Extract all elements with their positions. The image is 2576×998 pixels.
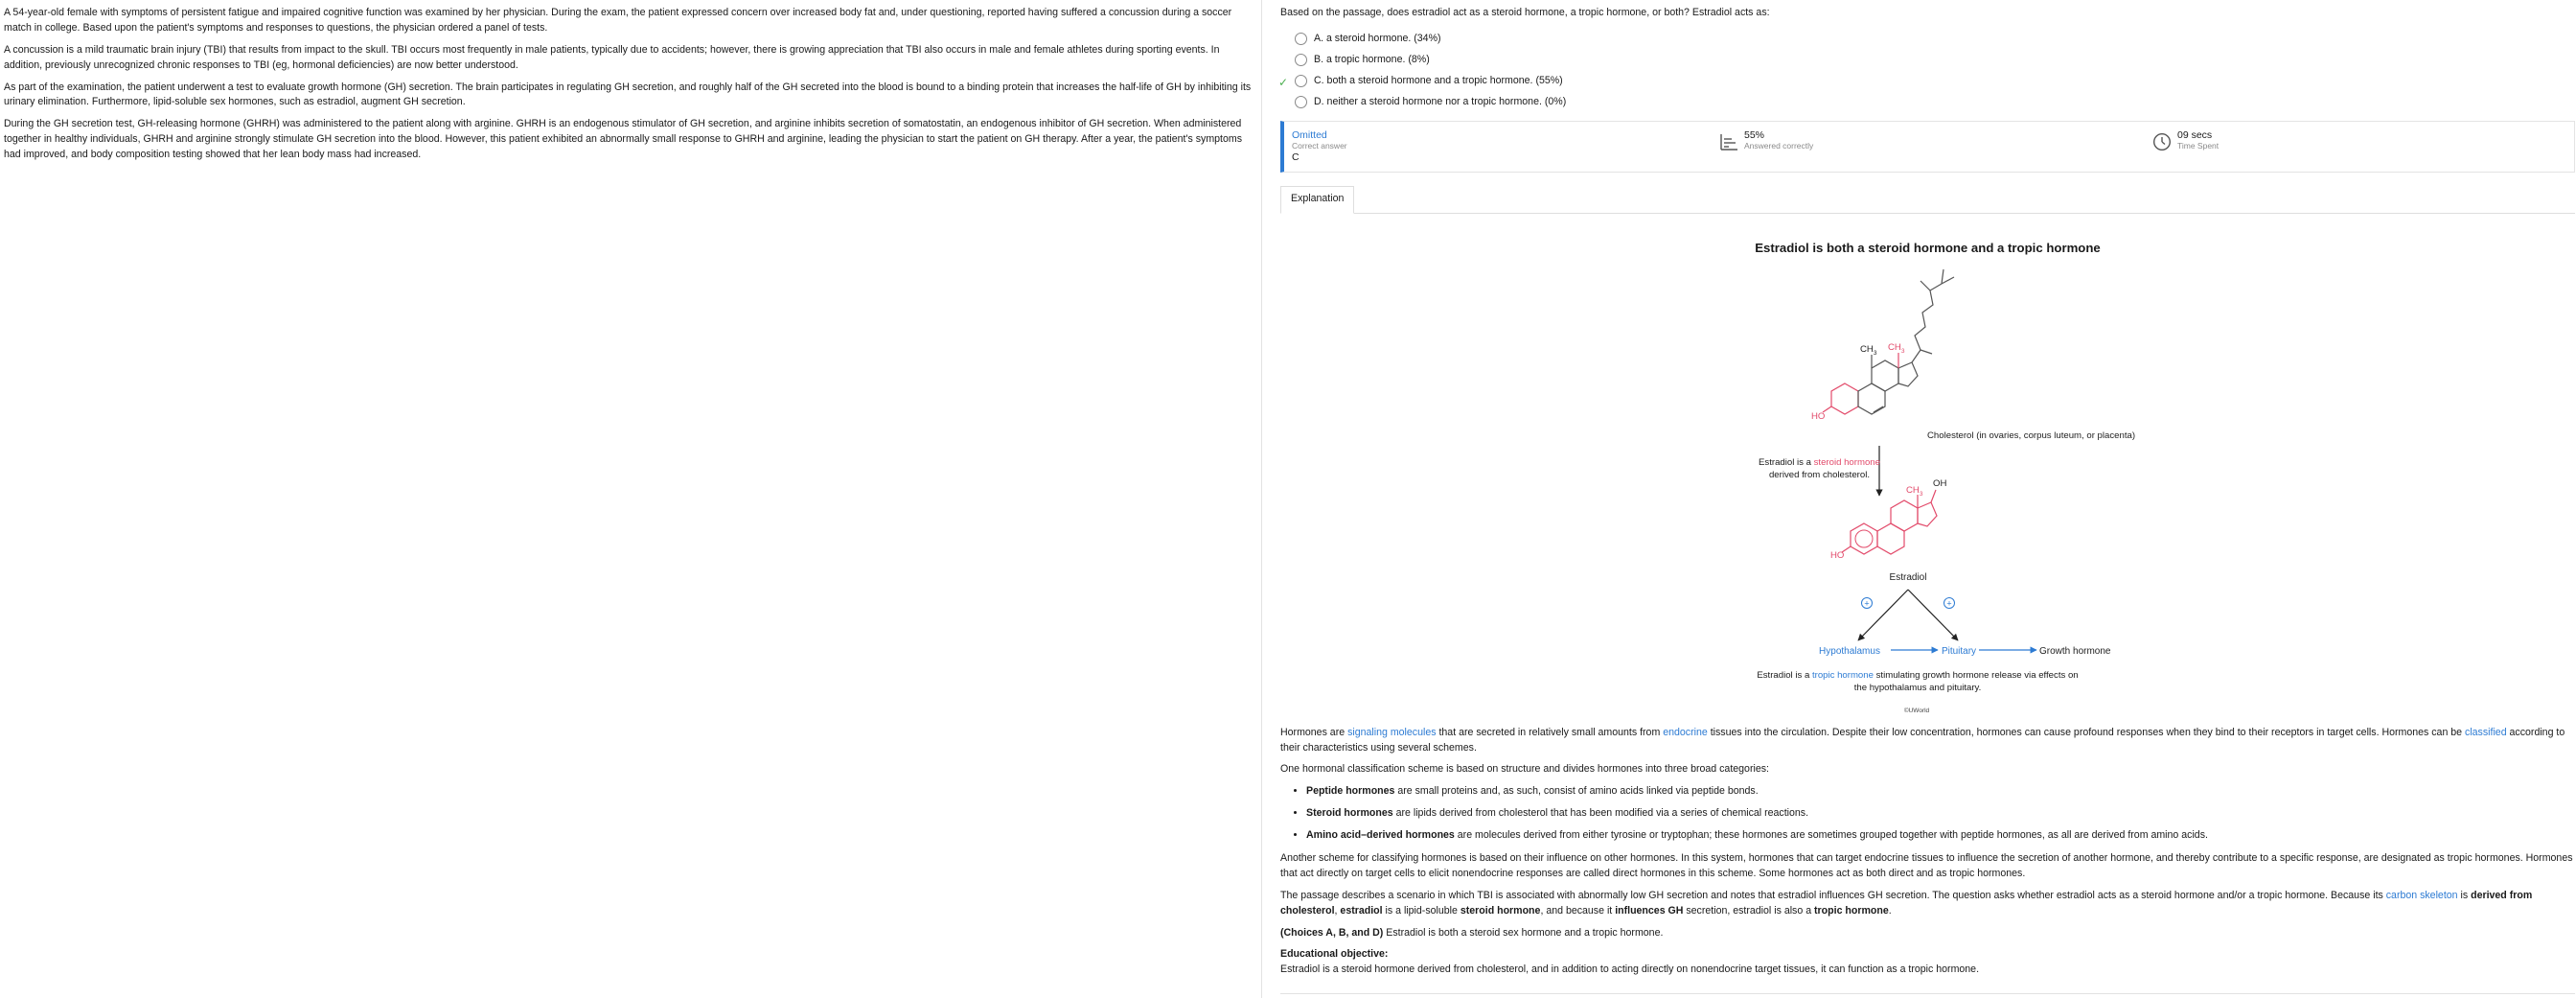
choice-letter: A.: [1314, 32, 1324, 44]
passage-pane: [0, 0, 1261, 998]
correct-check-icon: ✓: [1278, 75, 1289, 89]
objective-heading: Educational objective:: [1280, 948, 1389, 961]
oh-label: OH: [1933, 477, 1947, 489]
radio-button[interactable]: [1295, 33, 1307, 45]
percent-label: Answered correctly: [1744, 141, 1814, 151]
passage-paragraph: A 54-year-old female with symptoms of persistent fatigue and impaired cognitive function was examined by her physician. During the exam, the patient expressed concern over increased body fat and, under questioning, reported having suffered a concussion during a soccer match in college. Based upon the patient's symptoms and responses to questions, the physician ordered a panel of tests.: [4, 7, 1232, 34]
endocrine-link[interactable]: endocrine: [1663, 726, 1708, 738]
choice-percent: (0%): [1544, 95, 1567, 107]
tab-bar: [1280, 187, 2575, 214]
choice-letter: B.: [1314, 53, 1324, 65]
ch3-label-a: $CH_3$: [1860, 343, 1877, 357]
list-item: • Steroid hormones are lipids derived from cholesterol that has been modified via a series of chemical reactions.: [1306, 806, 2574, 822]
carbon-skeleton-link[interactable]: carbon skeleton: [2385, 889, 2458, 901]
explanation-paragraph: Another scheme for classifying hormones is based on their influence on other hormones. In this system, hormones that can target endocrine tissues to influence the secretion of another hormone, and thereby contribute to a specific response, are designated as tropic hormones. Hormones that act directly on target cells to elicit nonendocrine responses are called direct hormones in this scheme. Some hormones act as both direct and as tropic hormones.: [1280, 852, 2573, 879]
choice-text: both a steroid hormone and a tropic hormone.: [1326, 74, 1533, 86]
plus-sign: +: [1946, 598, 1952, 609]
explanation-paragraph: The passage describes a scenario in which TBI is associated with abnormally low GH secretion and notes that estradiol influences GH secretion. The question asks whether estradiol acts as a steroid hormone and/or a tropic hormone. Because its carbon skeleton is derived from cholesterol, estradiol is a lipid-soluble steroid hormone, and because it influences GH secretion, estradiol is also a tropic hormone.: [1280, 889, 2533, 917]
steroid-hormone-link[interactable]: steroid hormone: [1813, 456, 1880, 468]
choice-text: a tropic hormone.: [1325, 53, 1406, 65]
bar-chart-icon: [1719, 132, 1738, 151]
hormone-categories-list: [1306, 784, 2574, 844]
answer-stats-bar: [1280, 121, 2575, 173]
classified-link[interactable]: classified: [2465, 726, 2507, 738]
estradiol-label: Estradiol: [1889, 571, 1927, 583]
status-text: Omitted: [1292, 128, 1327, 141]
hypothalamus-label: Hypothalamus: [1819, 645, 1880, 657]
figure-title: Estradiol is both a steroid hormone and a tropic hormone: [1755, 240, 2101, 255]
explanation-paragraph: Hormones are signaling molecules that are secreted in relatively small amounts from endocrine tissues into the circulation. Despite their low concentration, hormones can cause profound responses when they bind to their receptors in target cells. Hormones can be classified according to their characteristics using several schemes.: [1280, 726, 2565, 754]
ch3-label-c: $CH_3$: [1906, 484, 1923, 498]
passage-paragraph: As part of the examination, the patient underwent a test to evaluate growth hormone (GH) secretion. The brain participates in regulating GH secretion, and roughly half of the GH secreted into the blood is bound to a binding protein that increases the half-life of GH by inhibiting its urinary elimination. Furthermore, lipid-soluble sex hormones, such as estradiol, augment GH secretion.: [4, 81, 1252, 108]
question-pane: [1262, 0, 2576, 998]
choice-b[interactable]: [1280, 50, 2574, 71]
signaling-molecules-link[interactable]: signaling molecules: [1347, 726, 1437, 738]
radio-button[interactable]: [1295, 75, 1307, 87]
plus-sign: +: [1864, 598, 1870, 609]
ho-label-cholesterol: HO: [1811, 410, 1826, 422]
estradiol-figure: [1280, 258, 2575, 726]
bottom-divider: [1280, 993, 2575, 994]
credit-text: ©UWorld: [1903, 707, 1930, 714]
correct-answer-value: C: [1292, 151, 1300, 163]
time-value: 09 secs: [2177, 128, 2213, 141]
choice-c[interactable]: [1280, 71, 2574, 92]
ch3-label-b: $CH_3$: [1888, 341, 1905, 355]
passage-paragraph: During the GH secretion test, GH-releasing hormone (GHRH) was administered to the patient along with arginine. GHRH is an endogenous stimulator of GH secretion, and arginine inhibits secretion of somatostatin, an endogenous inhibitor of GH secretion. When administered together in healthy individuals, GHRH and arginine strongly stimulate GH secretion into the blood. However, this patient exhibited an abnormally small response to GHRH and arginine, leading the physician to start the patient on GH therapy. After a year, the patient's symptoms had improved, and body composition testing showed that her lean body mass had increased.: [4, 118, 1243, 161]
pituitary-label: Pituitary: [1941, 645, 1977, 657]
tab-explanation[interactable]: Explanation: [1280, 186, 1354, 214]
arrow-to-pituitary: [1908, 590, 1958, 640]
choice-text: a steroid hormone.: [1325, 32, 1412, 44]
tropic-hormone-link[interactable]: tropic hormone: [1811, 669, 1874, 681]
arrow-to-hypothalamus: [1858, 590, 1908, 640]
time-stat: [2152, 129, 2219, 151]
answer-choices: [1280, 29, 2574, 113]
correct-answer-label: Correct answer: [1292, 141, 1347, 151]
objective-text: Estradiol is a steroid hormone derived from cholesterol, and in addition to acting directly on nonendocrine target tissues, it can function as a tropic hormone.: [1280, 963, 1980, 976]
question-stem: Based on the passage, does estradiol act as a steroid hormone, a tropic hormone, or both? Estradiol acts as:: [1280, 7, 1770, 18]
choice-letter: C.: [1314, 74, 1324, 86]
growth-hormone-label: Growth hormone: [2039, 645, 2111, 657]
choice-a[interactable]: [1280, 29, 2574, 50]
radio-button[interactable]: [1295, 54, 1307, 66]
choice-percent: (34%): [1414, 32, 1441, 44]
passage-paragraph: A concussion is a mild traumatic brain injury (TBI) that results from impact to the skull. TBI occurs most frequently in male patients, typically due to accidents; however, there is growing appreciation that TBI also occurs in male and female athletes during sporting events. In addition, previously unrecognized chronic responses to TBI (eg, hormonal deficiencies) are now better understood.: [4, 43, 1220, 71]
explanation-text: [1280, 726, 2574, 979]
time-label: Time Spent: [2177, 141, 2220, 151]
percent-value: 55%: [1744, 128, 1765, 141]
explanation-paragraph: One hormonal classification scheme is based on structure and divides hormones into three broad categories:: [1280, 763, 1769, 776]
choice-d[interactable]: [1280, 92, 2574, 113]
status-stat: [1292, 129, 1347, 163]
list-item: • Amino acid–derived hormones are molecules derived from either tyrosine or tryptophan; these hormones are sometimes grouped together with peptide hormones, as all are derived from amino acids.: [1306, 828, 2574, 844]
ho-label-estradiol: HO: [1830, 549, 1845, 561]
choice-percent: (8%): [1408, 53, 1430, 65]
tropic-note: Estradiol is a tropic hormone stimulating growth hormone release via effects on the hypothalamus and pituitary.: [1757, 669, 2079, 693]
percent-stat: [1719, 129, 1813, 151]
explanation-paragraph: (Choices A, B, and D) Estradiol is both a steroid sex hormone and a tropic hormone.: [1280, 926, 1664, 939]
list-item: • Peptide hormones are small proteins and, as such, consist of amino acids linked via peptide bonds.: [1306, 784, 2574, 800]
choice-letter: D.: [1314, 95, 1324, 107]
clock-icon: [2152, 132, 2172, 151]
estradiol-diagram: [1280, 258, 2575, 726]
choice-text: neither a steroid hormone nor a tropic hormone.: [1326, 95, 1542, 107]
steroid-note: Estradiol is a steroid hormone derived from cholesterol.: [1759, 456, 1880, 480]
cholesterol-caption: Cholesterol (in ovaries, corpus luteum, or placenta): [1927, 429, 2136, 441]
estradiol-structure: [1842, 490, 1937, 554]
choice-percent: (55%): [1535, 74, 1563, 86]
radio-button[interactable]: [1295, 96, 1307, 108]
